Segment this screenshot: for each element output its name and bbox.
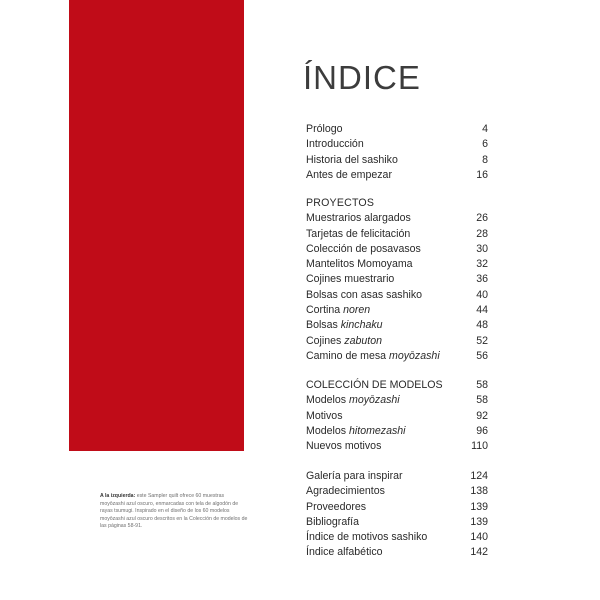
toc-entry[interactable] xyxy=(306,469,488,484)
toc-entry-title: Muestrarios alargados xyxy=(306,212,411,225)
toc-entry-page: 58 xyxy=(476,379,488,391)
toc-projects-heading: PROYECTOS xyxy=(306,197,375,209)
toc-entry-title: Índice alfabético xyxy=(306,546,383,559)
toc-entry-page: 58 xyxy=(476,394,488,407)
caption-lead: A la izquierda: xyxy=(100,493,136,499)
toc-back-section xyxy=(306,469,488,561)
toc-entry-title: Bolsas kinchaku xyxy=(306,319,383,332)
toc-entry[interactable] xyxy=(306,409,488,424)
toc-entry-page: 52 xyxy=(476,334,488,347)
toc-entry-title: Modelos moyōzashi xyxy=(306,394,400,407)
toc-entry[interactable] xyxy=(306,439,488,454)
toc-entry[interactable] xyxy=(306,211,488,226)
toc-entry[interactable] xyxy=(306,272,488,287)
toc-entry-page: 92 xyxy=(476,409,488,422)
page-title: ÍNDICE xyxy=(303,59,421,96)
toc-entry-page: 48 xyxy=(476,319,488,332)
toc-entry-page: 6 xyxy=(482,138,488,151)
toc-entry-title: Mantelitos Momoyama xyxy=(306,258,413,271)
toc-entry-page: 36 xyxy=(476,273,488,286)
toc-entry-title: Galería para inspirar xyxy=(306,470,403,482)
toc-entry-title: Proveedores xyxy=(306,500,367,513)
toc-entry-title: Bolsas con asas sashiko xyxy=(306,288,423,301)
toc-entry-title: Cojines muestrario xyxy=(306,273,395,286)
toc-entry-page: 32 xyxy=(476,258,488,271)
toc-intro-section xyxy=(306,122,488,183)
photo-caption xyxy=(100,493,250,531)
toc-entry-page: 124 xyxy=(470,470,488,482)
toc-entry-page: 26 xyxy=(476,212,488,225)
toc-entry[interactable] xyxy=(306,303,488,318)
toc-entry-page: 110 xyxy=(471,440,488,453)
toc-entry-page: 56 xyxy=(476,349,488,362)
toc-entry-title: Cortina noren xyxy=(306,304,371,317)
red-panel xyxy=(69,0,244,451)
toc-entry-page: 140 xyxy=(470,531,488,544)
toc-entry-title: Motivos xyxy=(306,409,343,422)
toc-entry-title: Índice de motivos sashiko xyxy=(306,531,428,544)
toc-models-section xyxy=(306,378,488,454)
toc-entry-page: 139 xyxy=(470,500,488,513)
toc-entry-title: Historia del sashiko xyxy=(306,153,398,166)
toc-entry[interactable] xyxy=(306,153,488,168)
toc-entry[interactable] xyxy=(306,500,488,515)
toc-models-heading[interactable] xyxy=(306,378,488,393)
toc-entry[interactable] xyxy=(306,484,488,499)
toc-entry[interactable] xyxy=(306,530,488,545)
toc-entry-page: 139 xyxy=(470,515,488,528)
toc-entry[interactable] xyxy=(306,424,488,439)
toc-entry[interactable] xyxy=(306,318,488,333)
toc-entry-title: Cojines zabuton xyxy=(306,334,382,347)
toc-entry-page: 30 xyxy=(476,242,488,255)
toc-entry-title: Bibliografía xyxy=(306,515,359,528)
toc-entry-title: COLECCIÓN DE MODELOS xyxy=(306,379,443,391)
toc-entry[interactable] xyxy=(306,257,488,272)
toc-entry-title: Prólogo xyxy=(306,123,343,135)
toc-entry[interactable] xyxy=(306,122,488,137)
toc-entry-title: Introducción xyxy=(306,138,364,151)
toc-entry-title: Camino de mesa moyōzashi xyxy=(306,349,440,362)
toc-entry[interactable] xyxy=(306,288,488,303)
toc-entry-title: Colección de posavasos xyxy=(306,242,421,255)
toc-entry[interactable] xyxy=(306,515,488,530)
toc-entry-title: Antes de empezar xyxy=(306,168,392,181)
toc-entry-title: Nuevos motivos xyxy=(306,440,382,453)
toc-entry-title: Modelos hitomezashi xyxy=(306,424,406,437)
toc-entry[interactable] xyxy=(306,242,488,257)
toc-entry[interactable] xyxy=(306,227,488,242)
toc-entry[interactable] xyxy=(306,334,488,349)
toc-projects-section xyxy=(306,196,488,364)
toc-entry-page: 44 xyxy=(476,304,488,317)
caption-text: este Sampler quilt ofrece 60 muestras moyōzashi azul oscuro, enmarcadas con tela de algodón de rayas tsumugi. Inspirado en el diseño de los 60 modelos moyōzashi azul oscuro descritos en la Colección de modelos de las páginas 58-91. xyxy=(100,493,248,529)
toc-entry-page: 40 xyxy=(476,288,488,301)
toc-entry-page: 28 xyxy=(476,227,488,240)
toc-entry[interactable] xyxy=(306,349,488,364)
toc-entry-page: 138 xyxy=(470,485,488,498)
toc-entry-page: 96 xyxy=(476,424,488,437)
toc-entry[interactable] xyxy=(306,168,488,183)
toc-entry[interactable] xyxy=(306,137,488,152)
toc-entry-title: Agradecimientos xyxy=(306,485,385,498)
toc-entry-page: 8 xyxy=(482,153,488,166)
toc-entry[interactable] xyxy=(306,545,488,560)
toc-entry-title: Tarjetas de felicitación xyxy=(306,227,411,240)
toc-entry-page: 142 xyxy=(470,546,488,559)
toc-entry-page: 16 xyxy=(476,168,488,181)
toc-entry[interactable] xyxy=(306,393,488,408)
toc-entry-page: 4 xyxy=(482,123,488,135)
